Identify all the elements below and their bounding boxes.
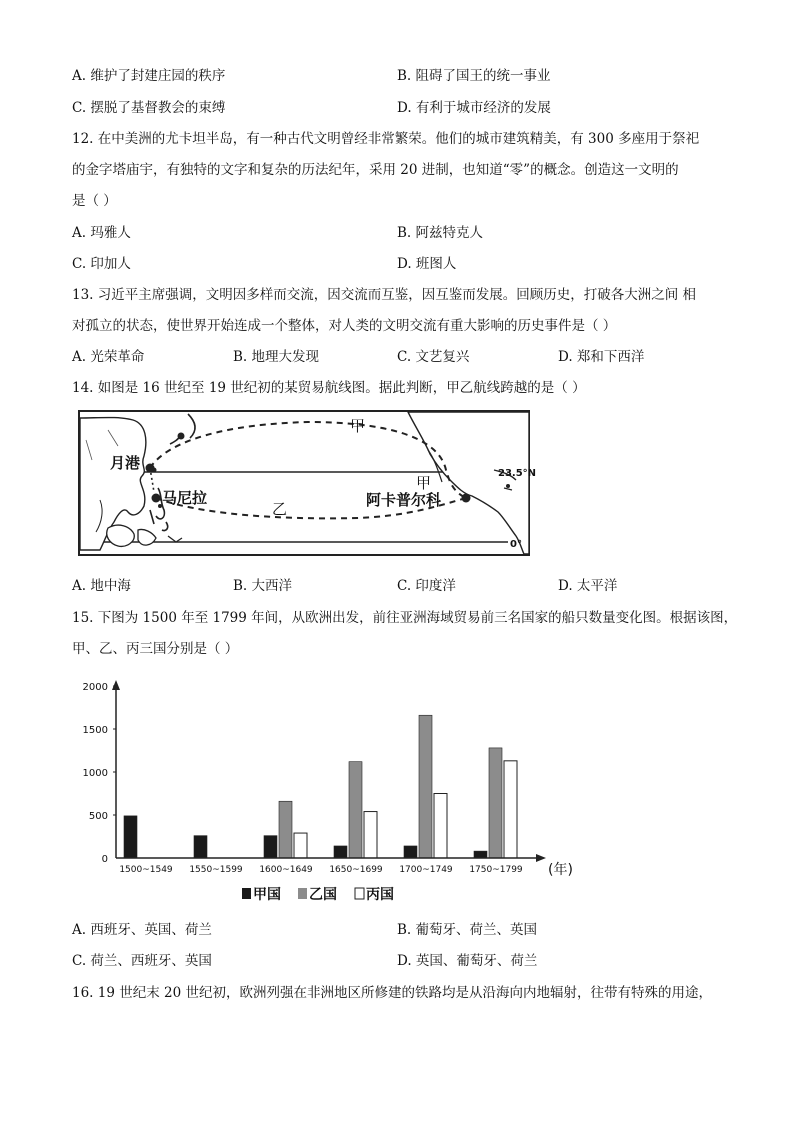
y-tick-label: 500: [88, 811, 108, 822]
ship-count-bar-chart: [80, 676, 590, 908]
yuegang-port: [146, 464, 155, 473]
bar-yi-1700~1749: [419, 715, 432, 858]
y-tick-label: 2000: [82, 682, 108, 693]
x-tick-label: 1600~1649: [259, 865, 313, 875]
q15-option-b: B. 葡萄牙、荷兰、英国: [397, 922, 538, 938]
q14-option-c: C. 印度洋: [397, 578, 456, 594]
legend-swatch-jia: [242, 888, 251, 899]
bar-bing-1600~1649: [294, 833, 307, 858]
x-tick-label: 1700~1749: [399, 865, 453, 875]
q13-option-d: D. 郑和下西洋: [558, 349, 645, 365]
q11-option-c: C. 摆脱了基督教会的束缚: [72, 100, 226, 116]
bar-yi-1650~1699: [349, 762, 362, 858]
q12-option-a: A. 玛雅人: [72, 225, 131, 241]
x-tick-label: 1550~1599: [189, 865, 243, 875]
q12-text-line1: 12. 在中美洲的尤卡坦半岛，有一种古代文明曾经非常繁荣。他们的城市建筑精美，有 300 多座用于祭祀: [72, 131, 700, 147]
q14-text-line1: 14. 如图是 16 世纪至 19 世纪初的某贸易航线图。据此判断，甲乙航线跨越的是（ ）: [72, 380, 586, 396]
bar-bing-1750~1799: [504, 761, 517, 858]
legend-label-jia: 甲国: [253, 887, 281, 903]
label-tropic: 23.5°N: [498, 468, 537, 479]
q13-option-b: B. 地理大发现: [233, 349, 320, 365]
legend-swatch-bing: [355, 888, 364, 899]
bar-bing-1700~1749: [434, 794, 447, 859]
q16-text-line1: 16. 19 世纪末 20 世纪初，欧洲列强在非洲地区所修建的铁路均是从沿海向内地辐射，往带有特殊的用途，: [72, 985, 712, 1001]
q15-option-d: D. 英国、葡萄牙、荷兰: [397, 953, 538, 969]
y-tick-label: 1000: [82, 768, 108, 779]
label-route-yi: 乙: [272, 500, 288, 518]
q13-option-a: A. 光荣革命: [72, 349, 145, 365]
bar-yi-1600~1649: [279, 801, 292, 858]
q11-option-d: D. 有利于城市经济的发展: [397, 100, 551, 116]
q12-text-line2: 的金字塔庙宇，有独特的文字和复杂的历法纪年，采用 20 进制，也知道“零”的概念。创造这一文明的: [72, 162, 679, 178]
q14-option-b: B. 大西洋: [233, 578, 293, 594]
x-tick-label: 1650~1699: [329, 865, 383, 875]
bar-jia-1650~1699: [334, 846, 347, 858]
manila-port: [152, 494, 161, 503]
q11-option-b: B. 阻碍了国王的统一事业: [397, 68, 551, 84]
x-tick-label: 1750~1799: [469, 865, 523, 875]
x-axis-arrow: [536, 854, 546, 862]
legend-label-bing: 丙国: [366, 887, 394, 903]
legend-label-yi: 乙国: [309, 887, 337, 903]
label-route-jia-top: 甲: [350, 417, 366, 435]
bar-jia-1750~1799: [474, 851, 487, 858]
q13-text-line1: 13. 习近平主席强调，文明因多样而交流，因交流而互鉴，因互鉴而发展。回顾历史，打破各大洲之间 相: [72, 287, 697, 303]
q14-option-d: D. 太平洋: [558, 578, 618, 594]
q15-option-a: A. 西班牙、英国、荷兰: [72, 922, 212, 938]
bar-jia-1600~1649: [264, 836, 277, 858]
acapulco-port: [462, 494, 471, 503]
q12-option-b: B. 阿兹特克人: [397, 225, 484, 241]
trade-route-map: [78, 410, 537, 556]
y-axis-arrow: [112, 680, 120, 690]
label-route-jia-right: 甲: [416, 474, 432, 492]
bar-bing-1650~1699: [364, 812, 377, 858]
q15-text-line2: 甲、乙、丙三国分别是（ ）: [72, 641, 239, 657]
q15-option-c: C. 荷兰、西班牙、英国: [72, 953, 212, 969]
chart-legend: [242, 886, 394, 903]
q12-option-c: C. 印加人: [72, 256, 131, 272]
bar-jia-1700~1749: [404, 846, 417, 858]
q15-text-line1: 15. 下图为 1500 年至 1799 年间，从欧洲出发，前往亚洲海域贸易前三名国家的船只数量变化图。根据该图，: [72, 610, 738, 626]
bar-jia-1500~1549: [124, 816, 137, 858]
bar-yi-1750~1799: [489, 748, 502, 858]
q12-text-line3: 是（ ）: [72, 193, 117, 209]
x-axis-label: (年): [548, 862, 573, 878]
q13-text-line2: 对孤立的状态，使世界开始连成一个整体，对人类的文明交流有重大影响的历史事件是（ ）: [72, 318, 617, 334]
q12-option-d: D. 班图人: [397, 256, 457, 272]
label-equator: 0°: [510, 539, 522, 550]
bar-jia-1550~1599: [194, 836, 207, 858]
label-acapulco: 阿卡普尔科: [366, 491, 442, 509]
q13-option-c: C. 文艺复兴: [397, 349, 470, 365]
q11-option-a: A. 维护了封建庄园的秩序: [72, 68, 226, 84]
y-tick-label: 1500: [82, 725, 108, 736]
label-manila: 马尼拉: [162, 489, 208, 507]
x-tick-label: 1500~1549: [119, 865, 173, 875]
label-yuegang: 月港: [110, 454, 141, 472]
legend-swatch-yi: [298, 888, 307, 899]
q14-option-a: A. 地中海: [72, 578, 131, 594]
y-tick-label: 0: [101, 854, 108, 865]
